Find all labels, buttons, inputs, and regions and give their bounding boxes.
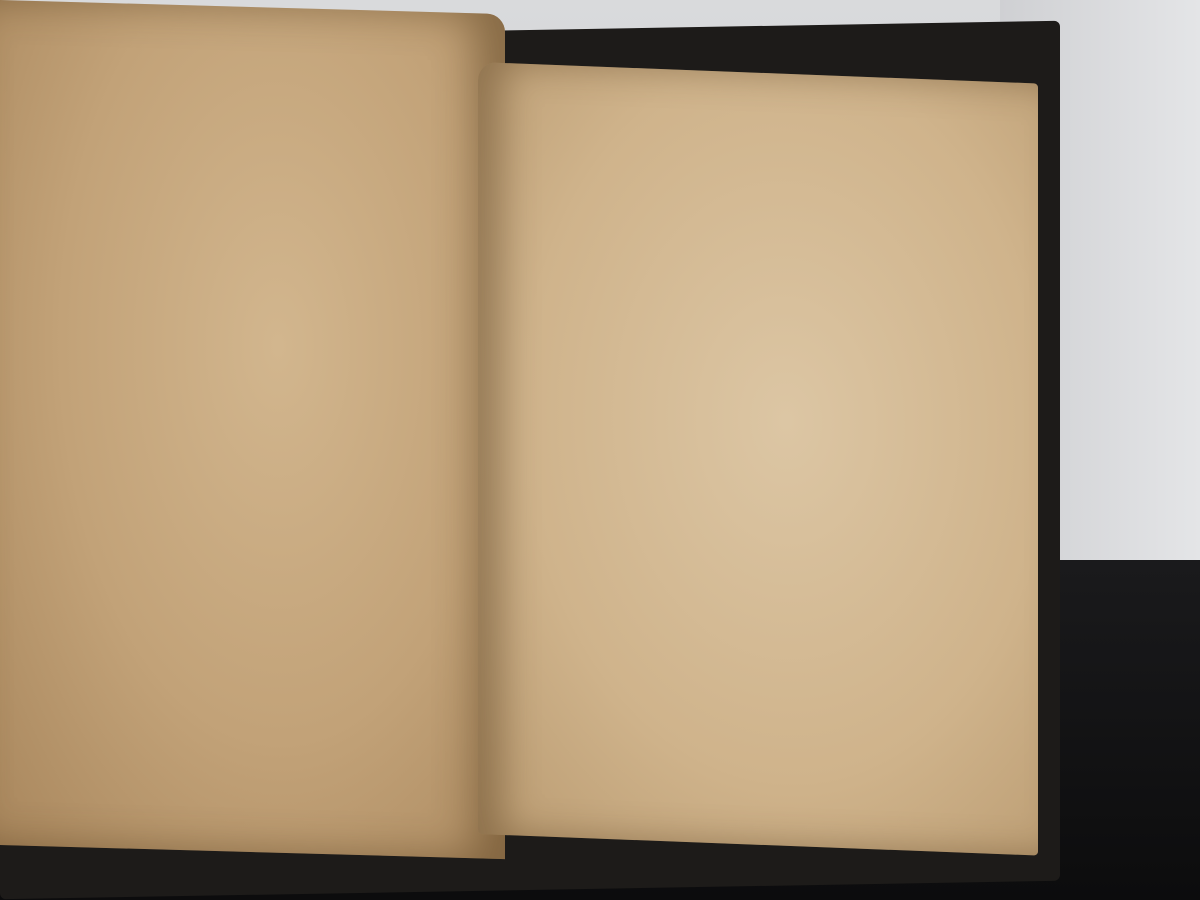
right-page (478, 62, 1038, 856)
left-page (0, 0, 505, 859)
